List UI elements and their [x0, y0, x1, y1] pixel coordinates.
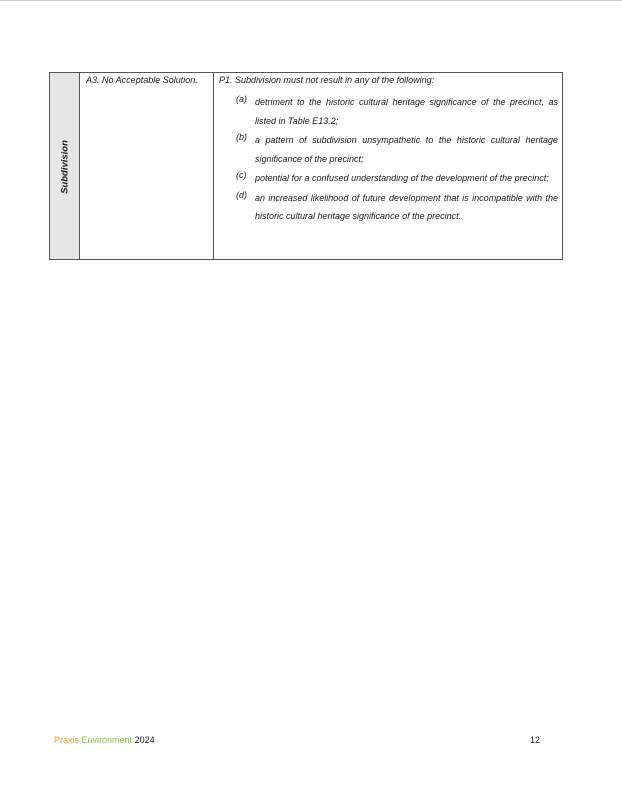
footer-brand: [54, 735, 155, 745]
list-text: a pattern of subdivision unsympathetic to the historic cultural heritage significance of the precinct;: [255, 135, 558, 164]
list-text: potential for a confused understanding of the development of the precinct;: [255, 173, 549, 183]
performance-criteria-cell: [214, 73, 562, 259]
footer-brand-part1: Praxis: [54, 735, 80, 745]
list-text: an increased likelihood of future development that is incompatible with the historic cultural heritage significance of the precinct.: [255, 192, 558, 221]
page-number: 12: [529, 735, 540, 745]
list-marker: (c): [236, 170, 247, 180]
list-text: detriment to the historic cultural heritage significance of the precinct, as listed in Table E13.2;: [255, 97, 558, 126]
row-heading-cell: [50, 73, 80, 259]
page-top-rule: [0, 0, 622, 1]
acceptable-solution-cell: [80, 73, 214, 259]
row-heading-label: Subdivision: [59, 140, 70, 194]
list-marker: (b): [236, 132, 247, 142]
footer-year: 2024: [134, 735, 155, 745]
list-marker: (a): [236, 94, 247, 104]
acceptable-solution-text: A3. No Acceptable Solution.: [86, 75, 198, 85]
list-marker: (d): [236, 189, 247, 200]
list-item: [236, 93, 558, 130]
list-item: [236, 169, 558, 188]
performance-criteria-list: [236, 93, 558, 227]
footer-brand-part2: Environment: [81, 735, 133, 745]
list-item: [236, 189, 558, 226]
list-item: [236, 131, 558, 168]
planning-table: [49, 72, 563, 260]
performance-criteria-intro: P1. Subdivision must not result in any of the following:: [219, 75, 435, 85]
